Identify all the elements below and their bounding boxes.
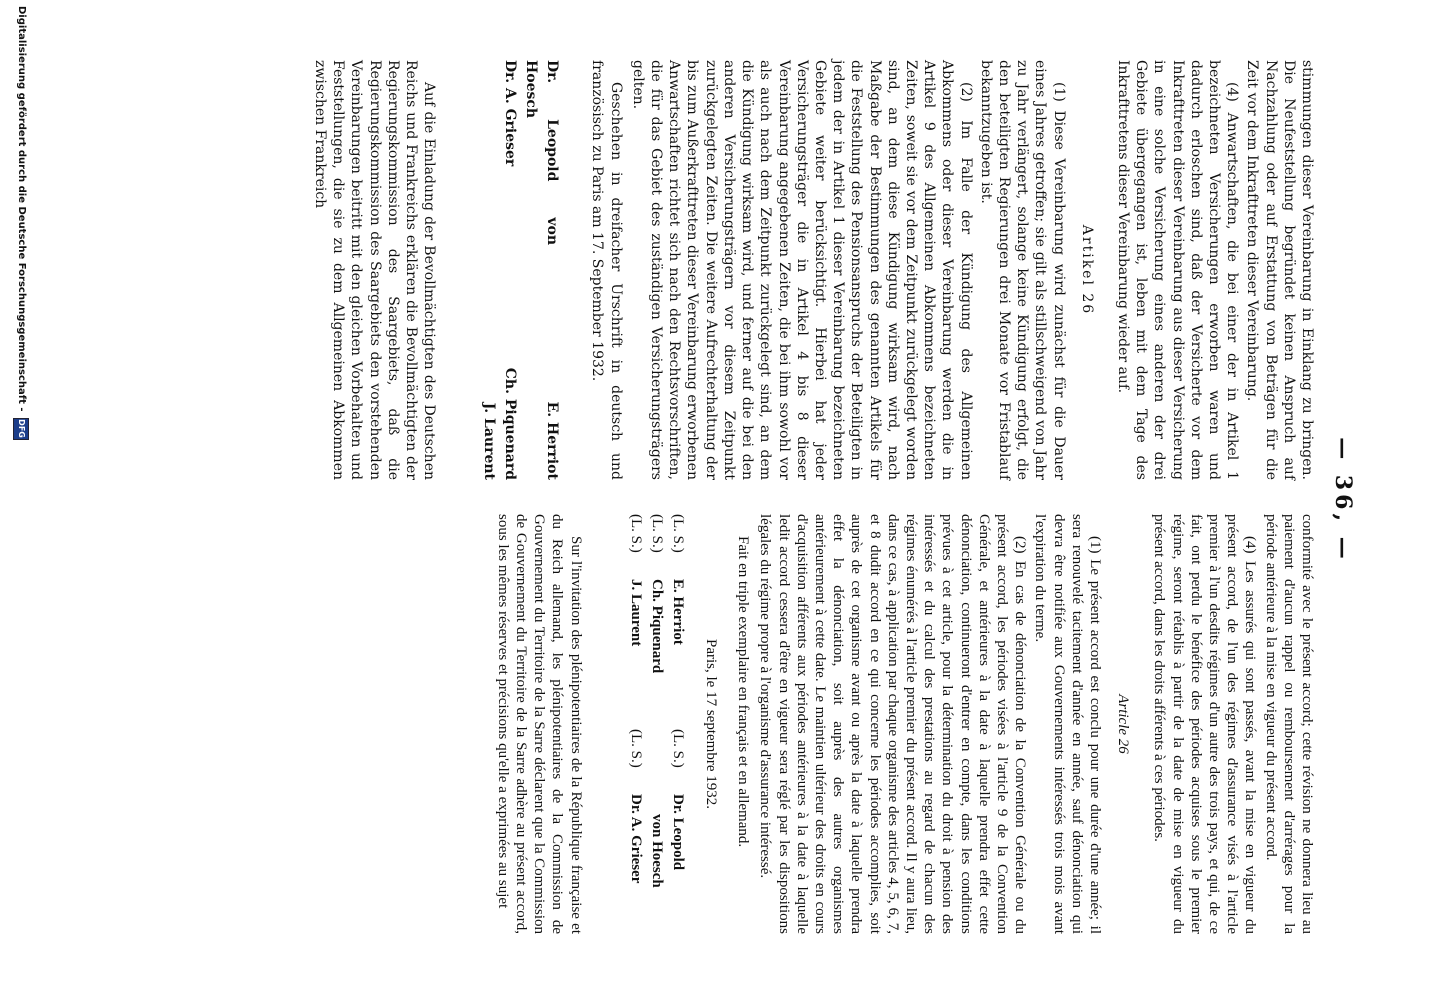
french-column — [309, 514, 1316, 934]
fr-signature-row — [667, 514, 688, 934]
fr-signatory: J. Laurent — [627, 579, 644, 647]
two-column-body — [309, 60, 1316, 940]
fr-done-at: Fait en triple exemplaire en français et en allemand. — [735, 536, 752, 848]
digitization-credit — [12, 0, 30, 1006]
de-signatory — [478, 60, 499, 245]
seal-mark: (L. S.) — [669, 514, 686, 553]
de-signatory: Dr. A. Grieser — [502, 60, 519, 167]
fr-article-heading: Article 26 — [1115, 694, 1132, 754]
de-signatory: J. Laurent — [481, 402, 498, 480]
de-closing-paragraph: Auf die Einladung der Bevollmächtigten des Deutschen Reichs und Frankreichs erklären die Bevollmächtigten der Regierungskommission des Saargebiets, daß die Regierungskommission des Saargebiets den vorstehenden Vereinbarungen beitritt mit den gleichen Vorbehalten und Feststellungen, die sie zu dem Allgemeinen Abkommen zwischen Frankreich — [312, 60, 438, 480]
fr-article-paragraph-2: (2) En cas de dénonciation de la Convention Générale ou du présent accord, les périodes visées à l'article 9 de la Convention Générale, et antérieures à la date à laquelle prendra effet cette dénonciation, continueront d'entrer en compte, dans les conditions prévues à cet article, pour la détermination du droit à pension des intéressés et du calcul des prestations au regard de chacun des régimes énumérés à l'article premier du présent accord. Il y aura lieu, dans ce cas, à application par chaque organisme des articles 4, 5, 6, 7, et 8 dudit accord en ce qui concerne les périodes accomplies, soit auprès de cet organisme avant ou après la date à laquelle prendra effet la dénonciation, soit auprès des autres organismes antérieurement à cette date. Le maintien ultérieur des droits en cours d'acquisition afférents aux périodes antérieures à la date à laquelle ledit accord cessera d'être en vigueur sera réglé par les dispositions légales du régime propre à l'organisme d'assurance intéressé. — [757, 514, 1029, 934]
de-signatory: Dr. Leopold von Hoesch — [523, 60, 561, 245]
de-signatory: Ch. Piquenard — [502, 367, 519, 480]
fr-signatory: von Hoesch — [648, 814, 665, 888]
de-signature-row — [499, 60, 520, 480]
seal-mark: (L. S.) — [627, 729, 644, 768]
de-article-paragraph-2: (2) Im Falle der Kündigung des Allgemeinen Abkommens oder dieser Vereinbarung werden die in Artikel 9 des Allgemeinen Abkommens bezeichneten Zeiten, soweit sie vor dem Zeitpunkt zurückgelegt worden sind, an dem diese Kündigung wirksam wird, nach Maßgabe der Bestimmungen des genannten Artikels für die Feststellung des Pensionsanspruchs der Beteiligten in jedem der in Artikel 1 dieser Vereinbarung bezeichneten Gebiete weiter berücksichtigt. Hierbei hat jeder Versicherungsträger die in Artikel 4 bis 8 dieser Vereinbarung angegebenen Zeiten, die bei ihm sowohl vor als auch nach dem Zeitpunkt zurückgelegt sind, an dem die Kündigung wirksam wird, und ferner auf die bei den anderen Versicherungsträgern vor diesem Zeitpunkt zurückgelegten Zeiten. Die weitere Aufrechterhaltung der bis zum Außerkrafttreten dieser Vereinbarung erworbenen Anwartschaften richtet sich nach den Rechtsvorschriften, die für das Gebiet des zuständigen Versicherungsträgers gelten. — [629, 60, 974, 480]
de-signature-block — [478, 60, 562, 480]
german-column — [309, 60, 1316, 480]
de-paragraph-4: (4) Anwartschaften, die bei einer der in Artikel 1 bezeichneten Versicherungen erworben waren und dadurch erloschen sind, daß der Versicherte vor dem Inkrafttreten dieser Vereinbarung aus dieser Versicherung in eine solche Versicherung eines anderen der drei Gebiete übergegangen ist, leben mit dem Tage des Inkrafttretens dieser Vereinbarung wieder auf. — [1114, 60, 1241, 480]
de-signature-row — [520, 60, 562, 480]
de-paragraph-intro: stimmungen dieser Vereinbarung in Einklang zu bringen. Die Neufeststellung begründet keinen Anspruch auf Nachzahlung oder auf Erstattung von Beträgen für die Zeit vor dem Inkrafttreten dieser Vereinbarung. — [1244, 60, 1315, 480]
de-signature-row — [478, 60, 499, 480]
fr-paragraph-intro: conformité avec le présent accord; cette révision ne donnera lieu au paiement d'aucun rappel ou remboursement d'arrérages pour la période antérieure à la mise en vigueur du présent accord. — [1262, 514, 1315, 934]
fr-article-paragraph-1: (1) Le présent accord est conclu pour une durée d'une année; il sera renouvelé tacitement d'année en année, sauf dénonciation qui devra être notifiée aux Gouvernements intéressés trois mois avant l'expiration du terme. — [1032, 514, 1103, 934]
seal-mark: (L. S.) — [669, 729, 686, 768]
fr-paragraph-4: (4) Les assurés qui sont passés, avant la mise en vigueur du présent accord, de l'un des régimes d'assurance visés à l'article premier à l'un desdits régimes d'un autre des trois pays, et qui, de ce fait, ont perdu le bénéfice des périodes acquises sous le premier régime, seront rétablis à partir de la date de mise en vigueur du présent accord, dans les droits afférents à ces périodes. — [1151, 514, 1259, 934]
de-article-paragraph-1: (1) Diese Vereinbarung wird zunächst für die Dauer eines Jahres getroffen; sie gilt als stillschweigend von Jahr zu Jahr verlängert, solange keine Kündigung erfolgt, die den beteiligten Regierungen drei Monate vor Fristablauf bekanntzugeben ist. — [977, 60, 1067, 480]
de-signatory: E. Herriot — [544, 401, 561, 480]
fr-date: Paris, le 17 septembre 1932. — [702, 639, 719, 809]
fr-signatory: Dr. A. Grieser — [627, 794, 644, 884]
fr-signature-block — [625, 514, 688, 934]
fr-signatory: Dr. Leopold — [669, 794, 686, 871]
fr-signature-row — [646, 514, 667, 934]
seal-mark — [646, 729, 667, 814]
seal-mark: (L. S.) — [648, 514, 665, 553]
page-number: — 36, — — [1330, 437, 1356, 563]
fr-closing-paragraph: Sur l'invitation des plénipotentiaires de la République française et du Reich allemand, les plénipotentiaires de la Commission de Gouvernement du Territoire de la Sarre déclarent que la Commission de Gouvernement du Territoire de la Sarre adhère au présent accord, sous les mêmes réserves et précisions qu'elle a exprimées au sujet — [494, 514, 584, 934]
fr-signatory: E. Herriot — [669, 579, 686, 645]
fr-signatory: Ch. Piquenard — [648, 579, 665, 674]
fr-signature-row — [625, 514, 646, 934]
de-done-at: Geschehen in dreifacher Urschrift in deutsch und französisch zu Paris am 17. September 1932. — [589, 60, 624, 480]
dfg-logo-icon: DFG — [13, 418, 29, 440]
de-article-heading: Artikel 26 — [1078, 224, 1095, 316]
seal-mark: (L. S.) — [627, 514, 644, 553]
credit-text: Digitalisierung gefördert durch die Deutsche Forschungsgemeinschaft - — [16, 6, 27, 412]
